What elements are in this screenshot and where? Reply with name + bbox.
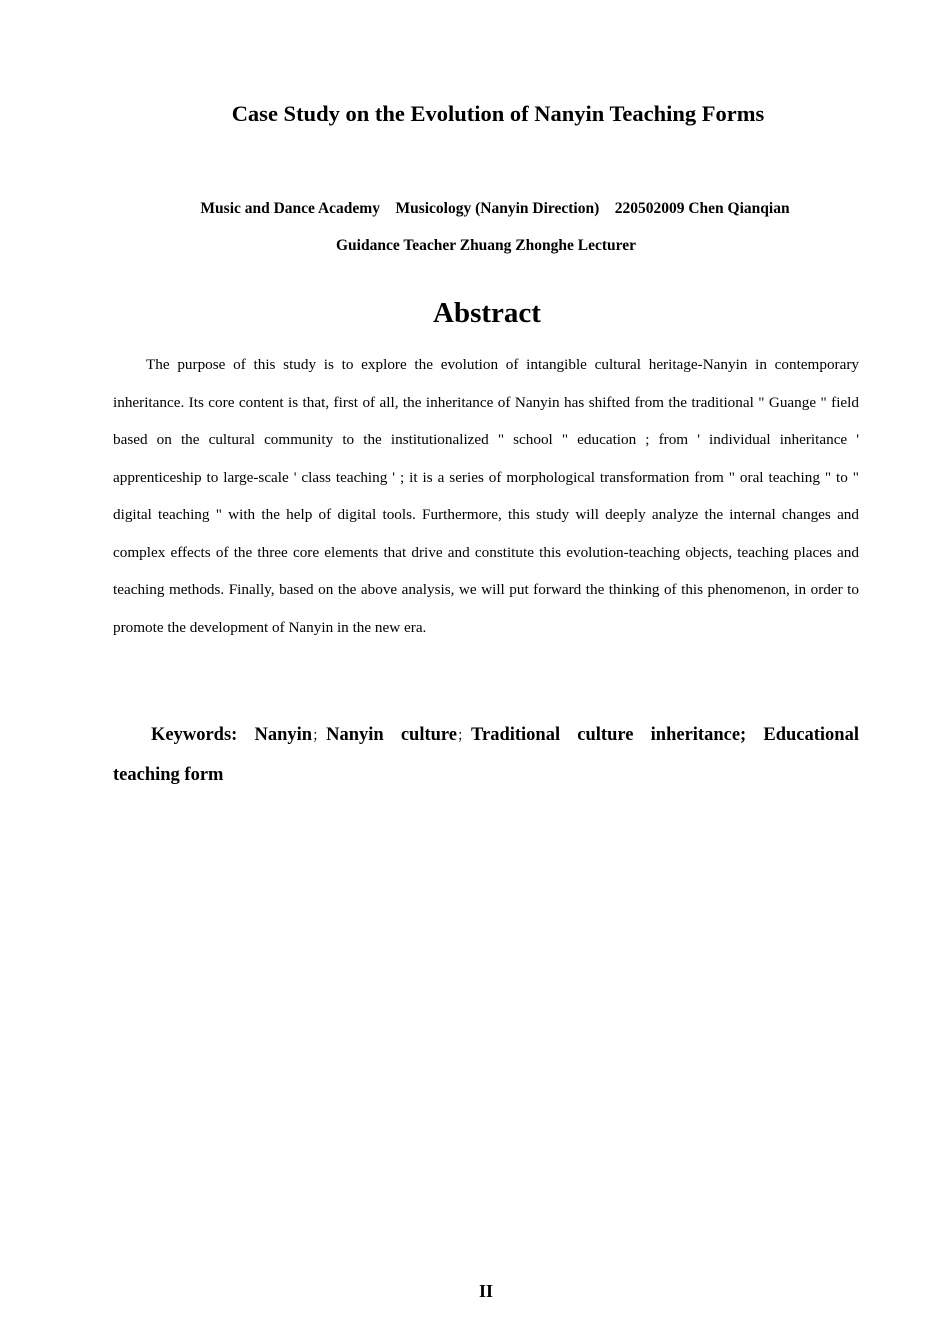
abstract-heading: Abstract xyxy=(433,297,541,329)
keywords-label: Keywords: xyxy=(151,725,255,745)
page-number: II xyxy=(478,1281,493,1301)
keywords-line xyxy=(113,716,859,794)
keyword-separator: ； xyxy=(312,729,327,744)
keyword-separator: ； xyxy=(457,729,472,744)
abstract-body: The purpose of this study is to explore the evolution of intangible cultural heritage-Nanyin in contemporary inheritance. Its core content is that, first of all, the inheritance of Nanyin has shifted from the traditional " Guange " field based on the cultural community to the institutionalized " school " education ; from ' individual inheritance ' apprenticeship to large-scale ' class teaching ' ; it is a series of morphological transformation from " oral teaching " to " digital teaching " with the help of digital tools. Furthermore, this study will deeply analyze the internal changes and complex effects of the three core elements that drive and constitute this evolution-teaching objects, teaching places and teaching methods. Finally, based on the above analysis, we will put forward the thinking of this phenomenon, in order to promote the development of Nanyin in the new era. xyxy=(113,356,859,636)
keyword-item: Traditional culture inheritance; Educational teaching form xyxy=(113,725,859,785)
author-info: Music and Dance Academy Musicology (Nanyin Direction) 220502009 Chen Qianqian xyxy=(200,200,790,217)
paper-title: Case Study on the Evolution of Nanyin Teaching Forms xyxy=(231,101,765,126)
keyword-item: Nanyin xyxy=(254,725,313,745)
guidance-teacher-info: Guidance Teacher Zhuang Zhonghe Lecturer xyxy=(336,237,636,254)
keyword-item: Nanyin culture xyxy=(326,725,458,745)
